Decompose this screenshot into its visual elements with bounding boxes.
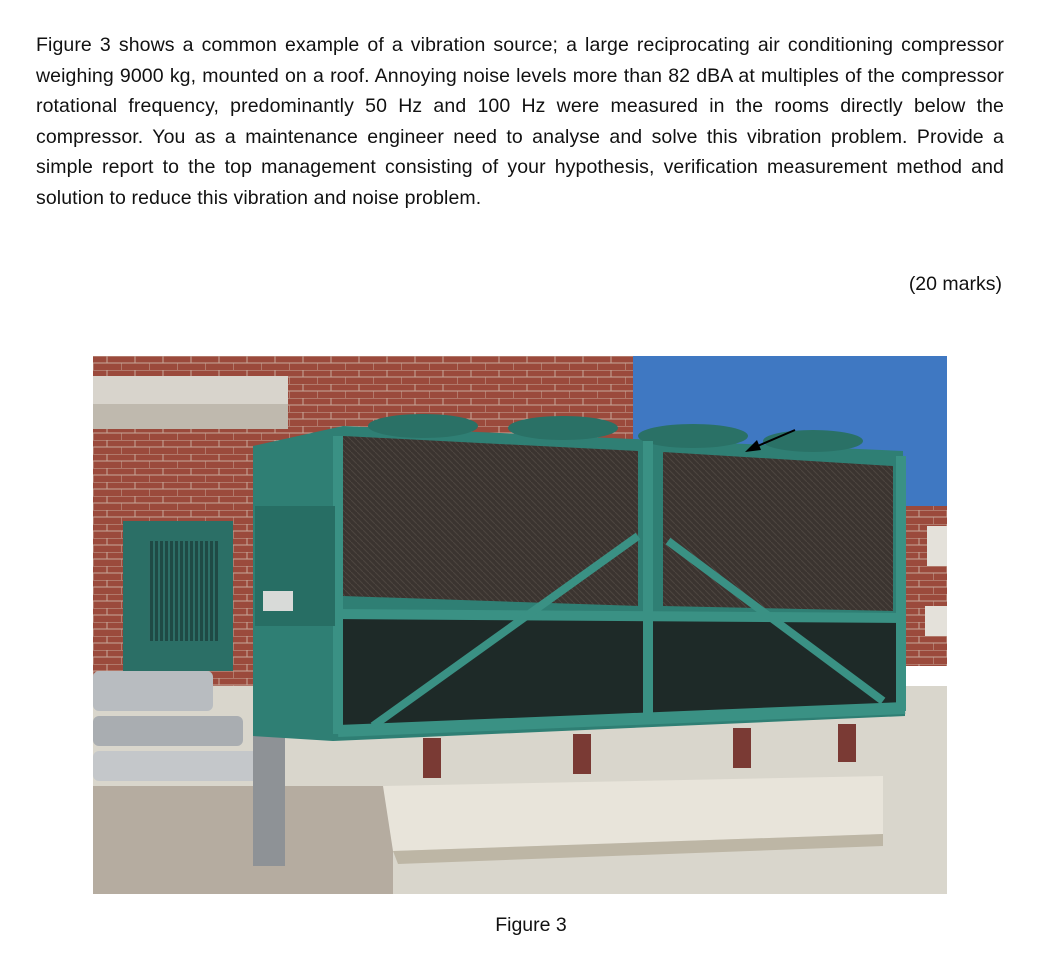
marks-label: (20 marks) — [908, 273, 1002, 295]
pipe — [93, 671, 213, 711]
figure-caption: Figure 3 — [495, 914, 567, 936]
question-text: Figure 3 shows a common example of a vibration source; a large reciprocating air conditioning compressor weighing 9000 kg, mounted on a roof. Annoying noise levels more than 82 dBA at multiples of the compressor rotational frequency, predominantly 50 Hz and 100 Hz were measured in the rooms directly below the compressor. You as a maintenance engineer need to analyse and solve this vibration problem. Provide a simple report to the top management consisting of your hypothesis, verification measurement method and solution to reduce this vibration and noise problem. — [36, 34, 1004, 209]
compressor-photo — [93, 356, 947, 894]
